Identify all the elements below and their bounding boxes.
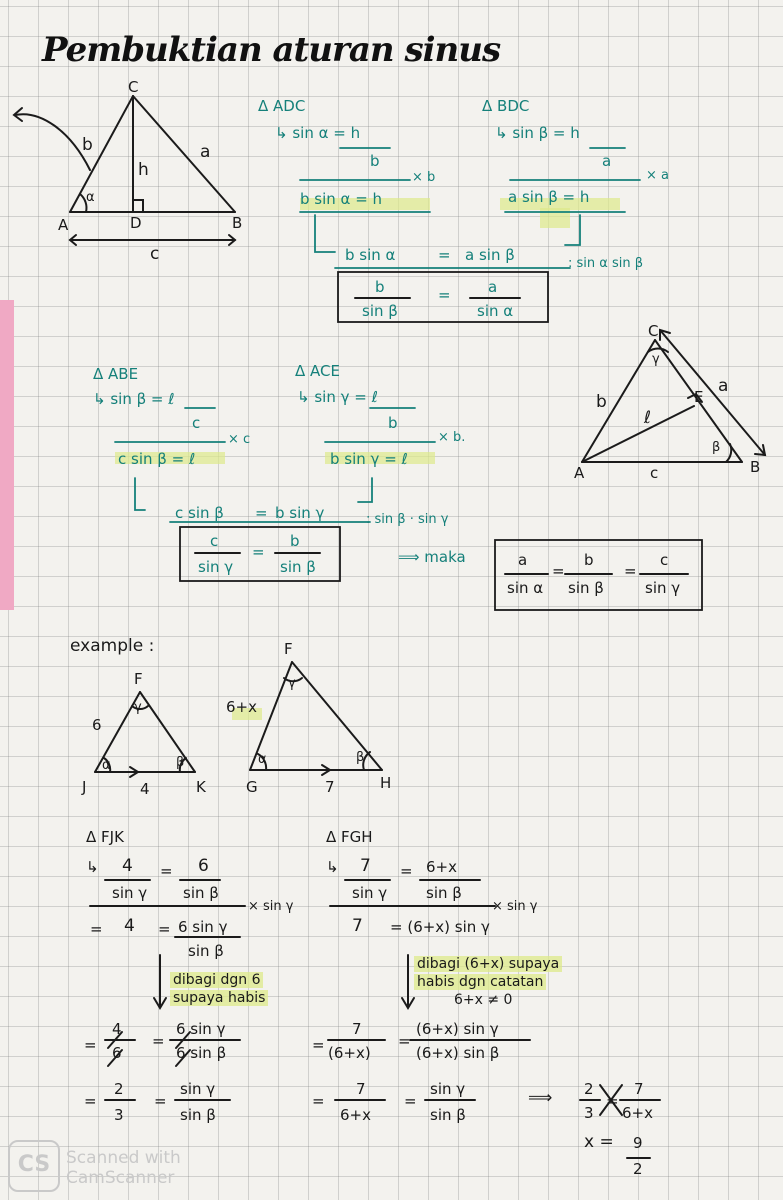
fig2-side-a: a [718,376,729,396]
combine2-eq: = [255,504,268,522]
fjk-r4-n: 2 [114,1080,124,1098]
page-title: Pembuktian aturan sinus [42,30,501,70]
fgh-n1: 7 [360,856,371,876]
bdc-multiply: × a [646,168,669,183]
box3-num-a: a [518,551,528,569]
fjk-arrow: ↳ [86,858,99,876]
box2-den1: sin γ [198,558,234,576]
tri-big-alpha: α [258,752,267,767]
fjk-r3-n: 4 [112,1020,122,1038]
tri-big-f: F [284,640,293,658]
fjk-d1: sin γ [112,884,148,902]
side-b-label: b [82,135,93,155]
tri-big-h: H [380,774,392,792]
fgh-arrow: ↳ [326,858,339,876]
fjk-r2-den: sin β [188,942,224,960]
box2-num2: b [290,532,300,550]
fgh-r2-lhs: 7 [352,916,363,936]
vertex-c-label: C [128,78,139,96]
right-angle-mark [133,200,143,212]
final-eq: = [606,1092,619,1110]
fig2-vertex-a: A [574,464,585,482]
fig2-angle-beta: β [712,440,721,455]
curved-pointer [15,114,90,170]
camscanner-logo: CS [8,1140,60,1192]
watermark-line2: CamScanner [66,1168,175,1188]
tri-big-g: G [246,778,258,796]
box1-den2: sin α [477,302,514,320]
fgh-header: Δ FGH [326,828,373,846]
adc-header: Δ ADC [258,97,306,115]
fjk-r2-num: 6 sin γ [178,918,228,936]
combine1-rhs: a sin β [465,246,515,264]
fjk-r2-lhs: 4 [124,916,135,936]
box3-eq1: = [552,562,565,580]
ace-multiply: × b. [438,430,466,445]
derivation-lines-top [300,148,640,322]
abe-line1: ↳ sin β = ℓ [93,390,175,408]
fig2-point-e: E [694,388,704,406]
tri-small-k: K [196,778,206,796]
fgh-note-line2: habis dgn catatan [414,974,546,990]
tri-big-beta: β [356,750,365,765]
fig2-vertex-b: B [750,458,761,476]
fig2-vertex-c: C [648,322,659,340]
fjk-r3-den: 6 sin β [176,1044,227,1062]
fgh-note-line1: dibagi (6+x) supaya [414,956,562,972]
vertex-a-label: A [58,216,69,234]
fig2-angle-gamma: γ [652,352,660,367]
watermark-line1: Scanned with [66,1148,181,1168]
fjk-r4-den: sin β [180,1106,216,1124]
final-arrow: ⟹ [528,1088,553,1108]
vertex-b-label: B [232,214,243,232]
fjk-note-line1: dibagi dgn 6 [170,972,263,988]
adc-line2: b sin α = h [300,190,383,208]
box3-num-c: c [660,551,669,569]
adc-line1: ↳ sin α = h [275,124,361,142]
ace-line1-denominator: b [388,414,398,432]
box3-den-b: sin β [568,579,604,597]
tri-small-f: F [134,670,143,688]
derivation-lines-bottom [90,880,660,1158]
tri-small-alpha: α [102,758,111,773]
box1-eq: = [438,286,451,304]
box1-num1: b [375,278,385,296]
box1-den1: sin β [362,302,398,320]
fjk-multiply: × sin γ [248,899,294,914]
fig2-side-b: b [596,392,607,412]
fjk-note-line2: supaya habis [170,990,268,1006]
fig2-side-c: c [650,464,659,482]
box3-eq2: = [624,562,637,580]
box2-eq: = [252,543,265,561]
tri-big-gamma: γ [288,676,296,691]
highlight [540,208,570,228]
final-d2: 6+x [622,1104,653,1122]
maka-arrow: ⟹ maka [398,548,466,566]
fgh-r3-n: 7 [352,1020,362,1038]
side-a-label: a [200,142,211,162]
fjk-r2-eq: = [90,920,103,938]
bdc-line1-denominator: a [602,152,612,170]
tri-big-side-fg: 6+x [226,698,257,716]
side-bc [133,96,235,212]
abe-line1-denominator: c [192,414,201,432]
fjk-r3-eq2: = [152,1032,165,1050]
side-c-label: c [150,244,160,264]
fgh-eq: = [400,862,413,880]
combine1-lhs: b sin α [345,246,396,264]
final-n1: 2 [584,1080,594,1098]
fjk-r3-d: 6 [112,1044,122,1062]
fgh-r4-den: sin β [430,1106,466,1124]
abe-header: Δ ABE [93,365,139,383]
fgh-note-line3: 6+x ≠ 0 [454,992,513,1008]
adc-line1-denominator: b [370,152,380,170]
bdc-line1: ↳ sin β = h [495,124,580,142]
figure-triangle-abc [14,96,235,245]
fgh-r3-eq: = [312,1036,325,1054]
fgh-r3-eq2: = [398,1032,411,1050]
fjk-header: Δ FJK [86,828,124,846]
adc-multiply: × b [412,170,436,185]
fgh-r4-eq2: = [404,1092,417,1110]
box2-den2: sin β [280,558,316,576]
fjk-r3-eq: = [84,1036,97,1054]
final-x-den: 2 [633,1160,643,1178]
combine2-lhs: c sin β [175,504,224,522]
final-n2: 7 [634,1080,644,1098]
bdc-header: Δ BDC [482,97,530,115]
fjk-n1: 4 [122,856,133,876]
fgh-r3-d: (6+x) [328,1044,371,1062]
final-x-lhs: x = [584,1132,614,1152]
tri-small-side-fj: 6 [92,716,102,734]
tri-big-side-gh: 7 [325,778,335,796]
fgh-multiply: × sin γ [492,899,538,914]
tri-small-gamma: γ [134,700,142,715]
point-d-label: D [130,214,142,232]
fjk-r4-num: sin γ [180,1080,216,1098]
fjk-eq: = [160,862,173,880]
box3-den-c: sin γ [645,579,681,597]
combine1-eq: = [438,246,451,264]
fgh-r3-num: (6+x) sin γ [416,1020,499,1038]
tri-small-side-jk: 4 [140,780,150,798]
figure-triangle-abc-2 [582,330,765,462]
fjk-r4-eq: = [84,1092,97,1110]
combine2-rhs: b sin γ [275,504,325,522]
box3-den-a: sin α [507,579,544,597]
fgh-r4-n: 7 [356,1080,366,1098]
box2-num1: c [210,532,219,550]
fgh-n2: 6+x [426,858,457,876]
fgh-r3-den: (6+x) sin β [416,1044,500,1062]
ace-line1: ↳ sin γ = ℓ [297,388,378,406]
abe-multiply: × c [228,432,251,447]
ace-line2: b sin γ = ℓ [330,450,408,468]
fjk-n2: 6 [198,856,209,876]
ace-header: Δ ACE [295,362,340,380]
tri-small-beta: β [176,755,185,770]
abe-line2: c sin β = ℓ [118,450,196,468]
example-label: example : [70,636,155,656]
fjk-r4-d: 3 [114,1106,124,1124]
fjk-r2-eq2: = [158,920,171,938]
fig2-line-l: ℓ [644,408,652,428]
fgh-r4-num: sin γ [430,1080,466,1098]
fgh-r4-d: 6+x [340,1106,371,1124]
box3-num-b: b [584,551,594,569]
box1-num2: a [488,278,498,296]
fgh-r2-rhs: = (6+x) sin γ [390,918,490,936]
fjk-d2: sin β [183,884,219,902]
combine2-divide: : sin β · sin γ [366,512,449,527]
angle-alpha-label: α [86,190,95,205]
tri-small-j: J [82,778,87,796]
fgh-r4-eq: = [312,1092,325,1110]
fgh-d2: sin β [426,884,462,902]
final-d1: 3 [584,1104,594,1122]
bdc-line2: a sin β = h [508,188,590,206]
fjk-r4-eq2: = [154,1092,167,1110]
combine1-divide: : sin α sin β [568,256,644,271]
final-x-num: 9 [633,1134,643,1152]
height-h-label: h [138,160,149,180]
fjk-r3-num: 6 sin γ [176,1020,226,1038]
fgh-d1: sin γ [352,884,388,902]
